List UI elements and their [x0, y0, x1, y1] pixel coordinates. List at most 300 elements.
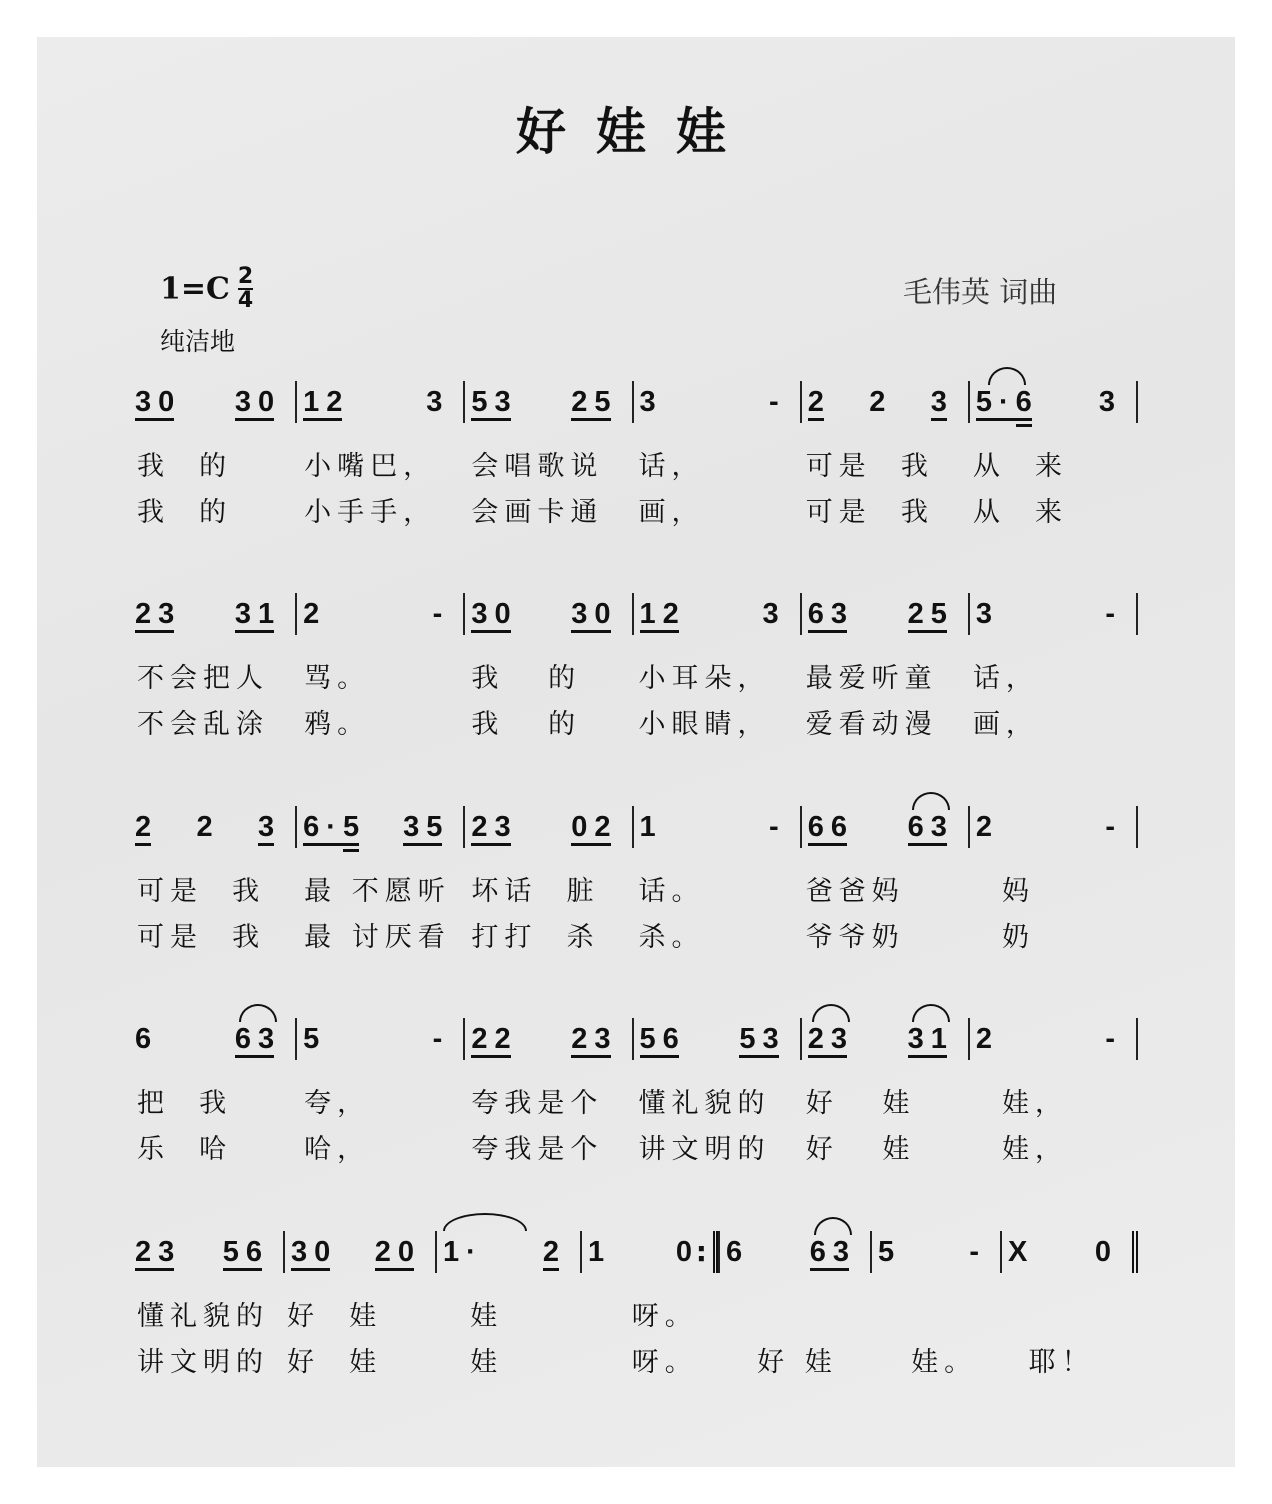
note-text: 6 — [726, 1236, 750, 1268]
underline-mark — [999, 418, 1016, 421]
note-text: 3 — [258, 811, 282, 843]
note-text: 1 — [588, 1236, 612, 1268]
underline-mark — [571, 1055, 594, 1058]
note-group — [303, 597, 326, 631]
measure — [718, 1231, 870, 1273]
lyric-text: 讲文明的 — [638, 1134, 771, 1165]
measure — [800, 1018, 968, 1060]
dash-note — [1105, 597, 1122, 631]
lyric-line — [135, 444, 1138, 482]
note-text: 3 — [426, 386, 450, 418]
time-signature-top: 2 — [237, 264, 254, 289]
underline-mark — [908, 843, 931, 846]
lyric-text: 可是 我 — [137, 876, 266, 907]
underline-mark — [763, 1055, 779, 1058]
note-group — [1095, 1235, 1118, 1269]
underline-mark — [739, 1055, 762, 1058]
lyric-text: 最 不愿听 — [304, 876, 451, 907]
note-group — [291, 1235, 337, 1269]
note-group — [375, 1235, 421, 1269]
underline-mark — [343, 849, 359, 852]
note-text: 2 — [975, 1023, 999, 1055]
underline-mark — [808, 418, 824, 421]
lyric-text: 小眼睛， — [638, 709, 771, 740]
underline-mark — [808, 630, 831, 633]
note-group — [135, 1022, 158, 1056]
song-title: 好娃娃 — [516, 102, 756, 161]
note-text: 5 — [878, 1236, 902, 1268]
underline-mark — [375, 1268, 398, 1271]
note-text: 2 — [303, 598, 327, 630]
underline-mark — [494, 630, 510, 633]
lyric-text: 最 讨厌看 — [304, 922, 451, 953]
note-text: 35 — [403, 811, 450, 843]
note-group — [471, 810, 517, 844]
note-group — [588, 1235, 611, 1269]
underline-mark — [291, 1268, 314, 1271]
note-group — [471, 1022, 517, 1056]
dash-note — [1105, 810, 1122, 844]
lyric-text: 画， — [638, 497, 705, 528]
lyric-text: 乐 哈 — [137, 1134, 233, 1165]
underline-mark — [571, 843, 594, 846]
note-text: 25 — [571, 386, 618, 418]
lyric-text: 杀。 — [638, 922, 705, 953]
note-text: 2 — [135, 811, 159, 843]
lyric-text: 夸我是个 — [471, 1088, 604, 1119]
note-group — [571, 385, 617, 419]
note-text: 2 — [196, 811, 220, 843]
lyric-text: 娃， — [972, 1088, 1069, 1119]
note-text: 56 — [222, 1236, 269, 1268]
underline-mark — [931, 418, 947, 421]
note-text: 31 — [907, 1023, 954, 1055]
note-group — [676, 1235, 699, 1269]
lyric-text: 奶 — [972, 922, 1036, 953]
lyric-line — [135, 1340, 1138, 1378]
notes-row — [135, 378, 1138, 426]
note-group — [976, 597, 999, 631]
note-text: - — [1105, 1023, 1123, 1055]
lyric-text: 我 的 — [137, 451, 233, 482]
lyric-text: 讲文明的 — [137, 1347, 269, 1378]
lyric-line — [135, 702, 1138, 740]
dash-note — [433, 597, 450, 631]
underline-mark — [158, 1268, 174, 1271]
note-group — [976, 385, 1039, 419]
lyric-text: 哈， — [304, 1134, 371, 1165]
underline-mark — [398, 1268, 414, 1271]
note-group — [135, 810, 158, 844]
lyric-text: 画， — [972, 709, 1039, 740]
lyric-line — [135, 1127, 1138, 1165]
note-text: 23 — [471, 811, 518, 843]
measure — [435, 1231, 580, 1273]
note-text: 23 — [807, 1023, 854, 1055]
note-text: 30 — [471, 598, 518, 630]
lyric-line — [135, 490, 1138, 528]
note-text: - — [969, 1236, 986, 1268]
lyric-text: 好 娃 — [805, 1088, 916, 1119]
underline-mark — [1016, 424, 1032, 427]
note-text: - — [1105, 598, 1123, 630]
note-group — [303, 385, 349, 419]
note-text: - — [1105, 811, 1123, 843]
note-text: 25 — [907, 598, 954, 630]
note-group — [810, 1235, 856, 1269]
lyric-text — [1012, 1294, 1138, 1324]
measure — [800, 593, 968, 635]
lyric-text: 会唱歌说 — [471, 451, 604, 482]
note-text: 30 — [234, 386, 282, 418]
lyric-text: 话， — [972, 663, 1039, 694]
key-label: 1=C — [160, 271, 230, 307]
lyric-text: 好 娃 — [805, 1134, 916, 1165]
lyric-text: 呀。 — [588, 1301, 698, 1332]
lyric-text: 爷爷奶 — [805, 922, 905, 953]
note-group — [135, 597, 181, 631]
note-group — [571, 810, 617, 844]
measure — [968, 806, 1138, 848]
lyric-text: 打打 杀 — [471, 922, 600, 953]
note-text: 66 — [807, 811, 854, 843]
underline-mark — [931, 1055, 947, 1058]
lyric-text: 我 的 — [471, 663, 582, 694]
underline-mark — [258, 1055, 274, 1058]
underline-mark — [571, 630, 594, 633]
measure — [968, 593, 1138, 635]
measure — [463, 1018, 631, 1060]
underline-mark — [831, 630, 847, 633]
note-text: 2 — [542, 1236, 566, 1268]
underline-mark — [135, 1268, 158, 1271]
measure — [968, 1018, 1138, 1060]
underline-mark — [135, 843, 151, 846]
lyric-text: 娃 — [441, 1347, 504, 1378]
note-group — [571, 1022, 617, 1056]
underline-mark — [246, 1268, 262, 1271]
note-group — [235, 1022, 281, 1056]
note-group — [197, 810, 220, 844]
time-signature-bottom: 4 — [237, 288, 254, 313]
underline-mark — [663, 1055, 679, 1058]
note-text: 3 — [930, 386, 954, 418]
underline-mark — [303, 843, 326, 846]
note-group — [303, 810, 366, 844]
staff-system — [135, 803, 1138, 953]
note-text: - — [769, 386, 786, 418]
note-group — [640, 810, 663, 844]
measure — [295, 806, 463, 848]
lyric-line — [135, 1294, 1138, 1332]
tempo-marking: 纯洁地 — [160, 327, 236, 356]
lyric-text: 娃， — [972, 1134, 1069, 1165]
measure — [632, 1018, 800, 1060]
underline-mark — [235, 418, 258, 421]
notes-row — [135, 1015, 1138, 1063]
lyric-text: 鸦。 — [304, 709, 371, 740]
note-group — [571, 597, 617, 631]
lyric-text: 话。 — [638, 876, 705, 907]
underline-mark — [931, 630, 947, 633]
measure — [463, 806, 631, 848]
note-group — [1008, 1235, 1034, 1269]
measure — [295, 1018, 463, 1060]
underline-mark — [403, 843, 426, 846]
measure — [580, 1231, 718, 1273]
note-group — [135, 385, 181, 419]
lyric-text: 把 我 — [137, 1088, 233, 1119]
note-group — [443, 1235, 483, 1269]
underline-mark — [494, 418, 510, 421]
note-text: 3 — [975, 598, 999, 630]
lyric-text: 会画卡通 — [471, 497, 604, 528]
note-text: 63 — [907, 811, 954, 843]
underline-mark — [135, 630, 158, 633]
measure — [295, 381, 463, 423]
note-text: 22 — [471, 1023, 518, 1055]
underline-mark — [808, 1055, 831, 1058]
measure — [632, 593, 800, 635]
notes-row — [135, 1228, 1138, 1276]
note-text: 20 — [374, 1236, 421, 1268]
note-text: 5 — [303, 1023, 327, 1055]
note-text: 56 — [639, 1023, 686, 1055]
underline-mark — [471, 1055, 494, 1058]
underline-mark — [494, 843, 510, 846]
note-text: 31 — [234, 598, 282, 630]
underline-mark — [808, 843, 831, 846]
lyric-text: 最爱听童 — [805, 663, 938, 694]
lyric-text: 我 的 — [471, 709, 582, 740]
lyric-text: 从 来 — [972, 451, 1069, 482]
notes-row — [135, 803, 1138, 851]
note-text: 12 — [639, 598, 686, 630]
note-group — [908, 810, 954, 844]
note-group — [426, 385, 449, 419]
note-group — [763, 597, 786, 631]
note-group — [976, 810, 999, 844]
note-group — [869, 385, 892, 419]
underline-mark — [1016, 418, 1032, 421]
underline-mark — [833, 1268, 849, 1271]
underline-mark — [810, 1268, 833, 1271]
underline-mark — [976, 418, 999, 421]
lyric-text: 好 娃 — [287, 1301, 383, 1332]
underline-mark — [831, 1055, 847, 1058]
underline-mark — [571, 418, 594, 421]
note-text: 30 — [571, 598, 618, 630]
note-text: 3 — [1098, 386, 1123, 418]
lyric-text: 耶！ — [1014, 1347, 1095, 1378]
measure — [632, 381, 800, 423]
lyric-text: 小嘴巴， — [304, 451, 437, 482]
lyric-text: 可是 我 — [805, 451, 934, 482]
note-group — [726, 1235, 749, 1269]
lyric-text: 骂。 — [304, 663, 371, 694]
note-text: 2 — [975, 811, 999, 843]
lyric-text: 小手手， — [304, 497, 437, 528]
lyric-text: 好 娃 — [728, 1347, 838, 1378]
staff-system — [135, 378, 1138, 528]
note-text: 6·5 — [303, 811, 367, 843]
time-signature — [238, 266, 253, 312]
note-text: 2 — [869, 386, 893, 418]
underline-mark — [258, 843, 274, 846]
note-group — [235, 597, 281, 631]
underline-mark — [471, 843, 494, 846]
lyric-text: 夸我是个 — [471, 1134, 604, 1165]
underline-mark — [223, 1268, 246, 1271]
note-group — [543, 1235, 566, 1269]
notes-row — [135, 590, 1138, 638]
note-group — [739, 1022, 785, 1056]
lyric-text: 小耳朵， — [638, 663, 771, 694]
lyric-line — [135, 869, 1138, 907]
note-text: X — [1008, 1236, 1035, 1268]
underline-mark — [158, 630, 174, 633]
lyric-text: 妈 — [972, 876, 1036, 907]
note-text: 23 — [135, 1236, 182, 1268]
lyric-text — [726, 1294, 880, 1324]
lyric-text — [880, 1294, 1012, 1324]
note-group — [908, 597, 954, 631]
note-group — [976, 1022, 999, 1056]
underline-mark — [235, 1055, 258, 1058]
lyric-text: 懂礼貌的 — [137, 1301, 269, 1332]
lyric-text: 懂礼貌的 — [638, 1088, 771, 1119]
lyric-line — [135, 1081, 1138, 1119]
measure — [283, 1231, 435, 1273]
underline-mark — [594, 1055, 610, 1058]
dash-note — [769, 385, 786, 419]
note-text: 5·6 — [975, 386, 1039, 418]
lyric-text: 话， — [638, 451, 705, 482]
note-text: 1· — [443, 1236, 483, 1268]
note-text: 2 — [807, 386, 831, 418]
lyric-line — [135, 915, 1138, 953]
measure — [463, 593, 631, 635]
lyric-line — [135, 656, 1138, 694]
note-text: 53 — [739, 1023, 786, 1055]
note-group — [403, 810, 449, 844]
note-text: 63 — [234, 1023, 282, 1055]
note-group — [878, 1235, 901, 1269]
measure — [800, 381, 968, 423]
underline-mark — [158, 418, 174, 421]
underline-mark — [594, 418, 610, 421]
lyric-text: 娃。 — [882, 1347, 978, 1378]
note-group — [303, 1022, 326, 1056]
note-group — [223, 1235, 269, 1269]
key-signature — [160, 266, 253, 312]
measure — [135, 1018, 295, 1060]
lyric-text: 好 娃 — [287, 1347, 383, 1378]
dash-note — [969, 1235, 986, 1269]
note-group — [235, 385, 281, 419]
note-group — [1099, 385, 1122, 419]
underline-mark — [326, 418, 342, 421]
measure — [463, 381, 631, 423]
note-group — [640, 597, 686, 631]
dash-note — [769, 810, 786, 844]
underline-mark — [426, 843, 442, 846]
lyric-text: 可是 我 — [137, 922, 266, 953]
measure — [800, 806, 968, 848]
note-group — [808, 1022, 854, 1056]
note-text: 02 — [571, 811, 618, 843]
measure — [135, 1231, 283, 1273]
lyric-text: 不会乱涂 — [137, 709, 269, 740]
note-group — [471, 385, 517, 419]
underline-mark — [326, 843, 343, 846]
underline-mark — [303, 418, 326, 421]
underline-mark — [494, 1055, 510, 1058]
note-text: - — [432, 1023, 450, 1055]
underline-mark — [931, 843, 947, 846]
lyric-text: 可是 我 — [805, 497, 934, 528]
measure — [870, 1231, 1000, 1273]
note-group — [640, 1022, 686, 1056]
measure — [1000, 1231, 1138, 1273]
note-text: - — [432, 598, 450, 630]
underline-mark — [258, 630, 274, 633]
staff-system — [135, 590, 1138, 740]
underline-mark — [135, 418, 158, 421]
note-text: 23 — [571, 1023, 618, 1055]
note-text: 23 — [135, 598, 182, 630]
lyric-text: 坏话 脏 — [471, 876, 600, 907]
lyric-text: 不会把人 — [137, 663, 269, 694]
lyric-text: 夸， — [304, 1088, 371, 1119]
note-text: 63 — [809, 1236, 856, 1268]
note-text: 63 — [807, 598, 854, 630]
note-group — [908, 1022, 954, 1056]
note-text: 0 — [675, 1236, 699, 1268]
underline-mark — [594, 630, 610, 633]
measure — [968, 381, 1138, 423]
note-text: 1 — [639, 811, 663, 843]
lyric-text: 从 来 — [972, 497, 1069, 528]
dash-note — [1105, 1022, 1122, 1056]
note-text: 3 — [762, 598, 786, 630]
underline-mark — [594, 843, 610, 846]
note-group — [640, 385, 663, 419]
underline-mark — [908, 630, 931, 633]
measure — [135, 806, 295, 848]
measure — [632, 806, 800, 848]
underline-mark — [471, 630, 494, 633]
underline-mark — [908, 1055, 931, 1058]
note-group — [808, 810, 854, 844]
note-text: 3 — [639, 386, 663, 418]
dash-note — [433, 1022, 450, 1056]
note-group — [808, 597, 854, 631]
lyric-text: 呀。 — [588, 1347, 698, 1378]
lyric-text: 娃 — [441, 1301, 504, 1332]
staff-system — [135, 1228, 1138, 1378]
lyric-text: 我 的 — [137, 497, 233, 528]
note-group — [808, 385, 831, 419]
note-text: 0 — [1094, 1236, 1118, 1268]
measure — [135, 593, 295, 635]
underline-mark — [640, 1055, 663, 1058]
underline-mark — [314, 1268, 330, 1271]
underline-mark — [640, 630, 663, 633]
note-text: 30 — [135, 386, 182, 418]
underline-mark — [471, 418, 494, 421]
note-text: - — [769, 811, 786, 843]
